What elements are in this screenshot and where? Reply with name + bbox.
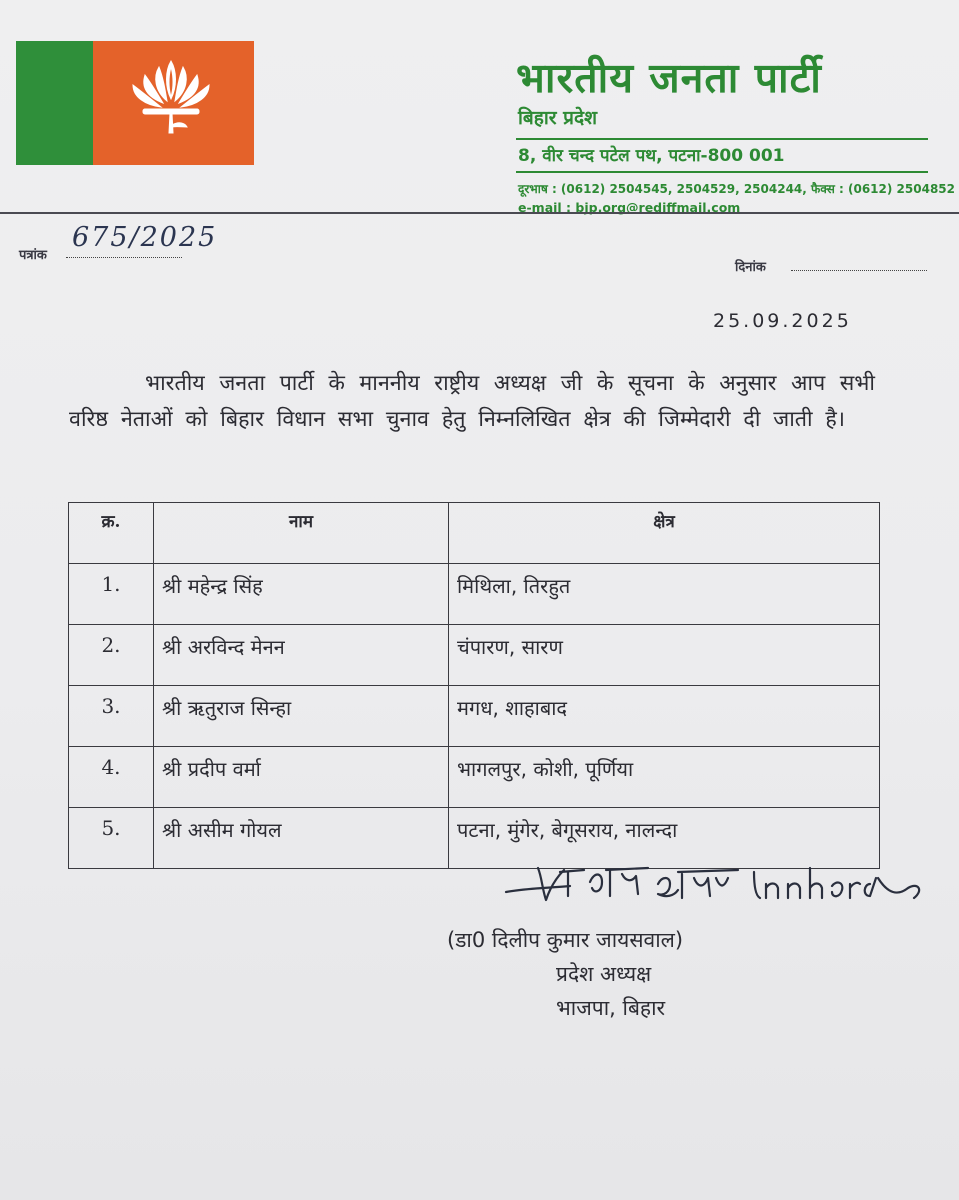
- name-cell: श्री महेन्द्र सिंह: [154, 564, 449, 625]
- serial-cell: 1.: [69, 564, 154, 625]
- region-cell: भागलपुर, कोशी, पूर्णिया: [449, 747, 880, 808]
- header-divider: [0, 212, 959, 214]
- region-cell: पटना, मुंगेर, बेगूसराय, नालन्दा: [449, 808, 880, 869]
- reference-label: पत्रांक: [19, 248, 47, 263]
- email-line: e-mail : bjp.org@rediffmail.com: [518, 200, 741, 215]
- letterhead-rule: [516, 138, 928, 140]
- serial-cell: 4.: [69, 747, 154, 808]
- column-header-region: क्षेत्र: [449, 503, 880, 564]
- responsibility-table: [68, 502, 880, 869]
- date-dotted-line: [791, 270, 927, 271]
- party-name: भारतीय जनता पार्टी: [516, 54, 822, 102]
- column-header-serial: क्र.: [69, 503, 154, 564]
- table-header-row: [69, 503, 880, 564]
- body-paragraph: भारतीय जनता पार्टी के माननीय राष्ट्रीय अध्यक्ष जी के सूचना के अनुसार आप सभी वरिष्ठ नेताओं को बिहार विधान सभा चुनाव हेतु निम्नलिखित क्षेत्र की जिम्मेदारी दी जाती है।: [69, 371, 875, 432]
- state-unit: बिहार प्रदेश: [518, 107, 597, 129]
- column-header-name: नाम: [154, 503, 449, 564]
- signatory-designation: प्रदेश अध्यक्ष: [556, 962, 652, 986]
- letterhead: [516, 50, 936, 129]
- office-address: 8, वीर चन्द पटेल पथ, पटना-800 001: [518, 146, 785, 166]
- lotus-icon: [123, 55, 219, 139]
- reference-number: 675/2025: [72, 222, 218, 253]
- signatory-organisation: भाजपा, बिहार: [556, 996, 666, 1020]
- table-row: [69, 625, 880, 686]
- flag-green-band: [16, 41, 93, 165]
- phone-fax-line: दूरभाष : (0612) 2504545, 2504529, 2504244, फैक्स : (0612) 2504852: [518, 182, 955, 196]
- letter-date: 25.09.2025: [713, 310, 852, 332]
- table-row: [69, 564, 880, 625]
- serial-cell: 2.: [69, 625, 154, 686]
- name-cell: श्री प्रदीप वर्मा: [154, 747, 449, 808]
- date-label: दिनांक: [735, 260, 766, 275]
- name-cell: श्री अरविन्द मेनन: [154, 625, 449, 686]
- region-cell: मिथिला, तिरहुत: [449, 564, 880, 625]
- reference-dotted-line: [66, 257, 182, 258]
- handwritten-signature: [498, 848, 938, 918]
- party-flag-logo: [16, 41, 254, 165]
- table-row: [69, 686, 880, 747]
- serial-cell: 3.: [69, 686, 154, 747]
- serial-cell: 5.: [69, 808, 154, 869]
- signatory-name: (डा0 दिलीप कुमार जायसवाल): [447, 928, 684, 952]
- flag-saffron-band: [93, 41, 254, 165]
- region-cell: मगध, शाहाबाद: [449, 686, 880, 747]
- region-cell: चंपारण, सारण: [449, 625, 880, 686]
- name-cell: श्री असीम गोयल: [154, 808, 449, 869]
- name-cell: श्री ऋतुराज सिन्हा: [154, 686, 449, 747]
- table-row: [69, 747, 880, 808]
- letterhead-rule: [516, 171, 928, 173]
